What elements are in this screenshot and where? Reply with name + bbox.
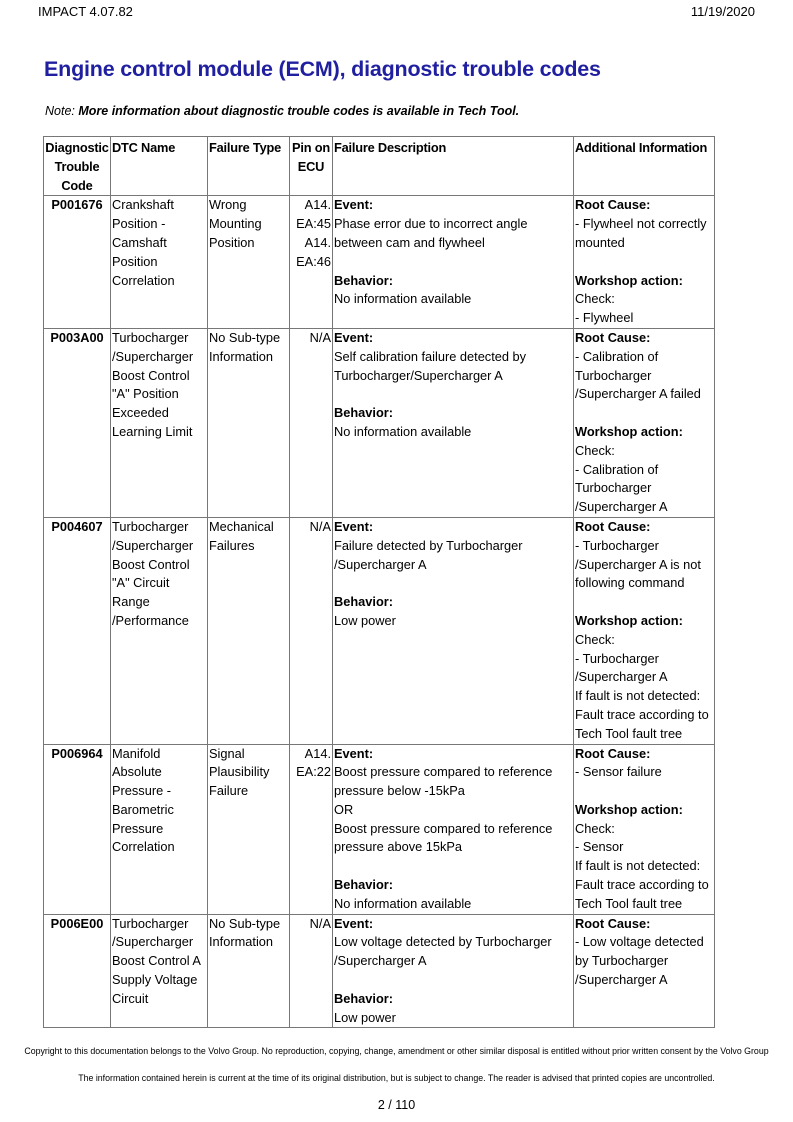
pin-line: A14. xyxy=(304,234,331,250)
workshop-text: - Calibration of Turbocharger /Supercharger A xyxy=(575,461,668,515)
event-text: Boost pressure compared to reference pressure above 15kPa xyxy=(334,820,553,855)
cell-code: P006964 xyxy=(44,744,111,914)
header-app-name: IMPACT 4.07.82 xyxy=(38,4,133,19)
col-header-code: Diagnostic Trouble Code xyxy=(44,137,111,196)
cell-pin xyxy=(290,517,333,744)
header-date: 11/19/2020 xyxy=(690,4,755,19)
spacer xyxy=(334,385,572,404)
cell-code: P004607 xyxy=(44,517,111,744)
workshop-label: Workshop action: xyxy=(575,612,683,628)
table-row xyxy=(44,517,715,744)
pin-line: EA:45 xyxy=(296,216,331,232)
root-cause-label: Root Cause: xyxy=(575,915,651,931)
event-text: Boost pressure compared to reference pressure below -15kPa xyxy=(334,764,553,799)
spacer xyxy=(575,253,713,272)
event-label: Event: xyxy=(334,518,374,534)
cell-code: P003A00 xyxy=(44,328,111,517)
cell-description xyxy=(333,196,574,329)
table-body xyxy=(44,196,715,1028)
workshop-label: Workshop action: xyxy=(575,272,683,288)
cell-additional-info xyxy=(574,914,715,1028)
page-number: 2 / 110 xyxy=(377,1098,416,1112)
workshop-text: Check: xyxy=(575,291,615,307)
col-header-info: Additional Information xyxy=(574,137,715,196)
workshop-text: If fault is not detected: Fault trace according to Tech Tool fault tree xyxy=(575,858,709,911)
pin-line: A14. xyxy=(304,197,331,213)
pin-line: N/A xyxy=(309,915,331,931)
cell-additional-info xyxy=(574,744,715,914)
cell-name: Crankshaft Position - Camshaft Position Correlation xyxy=(111,196,208,329)
col-header-name: DTC Name xyxy=(111,137,208,196)
event-label: Event: xyxy=(334,197,374,213)
col-header-desc: Failure Description xyxy=(333,137,574,196)
root-cause-text: - Calibration of Turbocharger /Supercharger A failed xyxy=(575,348,701,402)
root-cause-label: Root Cause: xyxy=(575,518,651,534)
cell-code: P006E00 xyxy=(44,914,111,1028)
behavior-label: Behavior: xyxy=(334,877,394,893)
spacer xyxy=(334,574,572,593)
cell-additional-info xyxy=(574,196,715,329)
root-cause-label: Root Cause: xyxy=(575,329,651,345)
event-text: Self calibration failure detected by Turbocharger/Supercharger A xyxy=(334,348,527,383)
cell-pin xyxy=(290,328,333,517)
event-label: Event: xyxy=(334,745,374,761)
root-cause-label: Root Cause: xyxy=(575,197,651,213)
event-text: OR xyxy=(334,801,354,817)
pin-line: EA:46 xyxy=(296,253,331,269)
cell-type: Mechanical Failures xyxy=(208,517,290,744)
behavior-text: Low power xyxy=(334,612,396,628)
root-cause-text: - Turbocharger /Supercharger A is not following command xyxy=(575,537,701,591)
workshop-text: Check: xyxy=(575,631,615,647)
workshop-text: - Flywheel xyxy=(575,310,634,326)
cell-type: Signal Plausibility Failure xyxy=(208,744,290,914)
event-label: Event: xyxy=(334,329,374,345)
note-prefix: Note: xyxy=(45,104,79,118)
cell-pin xyxy=(290,744,333,914)
root-cause-text: - Sensor failure xyxy=(575,764,662,780)
cell-pin xyxy=(290,914,333,1028)
behavior-text: No information available xyxy=(334,291,472,307)
cell-description xyxy=(333,914,574,1028)
spacer xyxy=(334,857,572,876)
note-text: More information about diagnostic trouble codes is available in Tech Tool. xyxy=(78,104,520,118)
cell-type: No Sub-type Information xyxy=(208,328,290,517)
cell-description xyxy=(333,328,574,517)
col-header-type: Failure Type xyxy=(208,137,290,196)
cell-type: No Sub-type Information xyxy=(208,914,290,1028)
event-text: Low voltage detected by Turbocharger /Supercharger A xyxy=(334,934,552,969)
pin-line: N/A xyxy=(309,329,331,345)
dtc-table xyxy=(43,136,715,1028)
cell-code: P001676 xyxy=(44,196,111,329)
table-row xyxy=(44,914,715,1028)
behavior-label: Behavior: xyxy=(334,272,394,288)
table-row xyxy=(44,744,715,914)
workshop-text: - Sensor xyxy=(575,839,624,855)
spacer xyxy=(334,971,572,990)
cell-type: Wrong Mounting Position xyxy=(208,196,290,329)
behavior-text: Low power xyxy=(334,1009,396,1025)
behavior-text: No information available xyxy=(334,423,472,439)
cell-pin xyxy=(290,196,333,329)
col-header-pin: Pin on ECU xyxy=(290,137,333,196)
cell-name: Turbocharger /Supercharger Boost Control "A" Circuit Range /Performance xyxy=(111,517,208,744)
table-row xyxy=(44,328,715,517)
footer-copyright: Copyright to this documentation belongs to the Volvo Group. No reproduction, copying, change, amendment or other similar disposal is entitled without prior written consent by the Volvo Group xyxy=(24,1046,769,1056)
behavior-label: Behavior: xyxy=(334,405,394,421)
workshop-text: Check: xyxy=(575,442,615,458)
behavior-label: Behavior: xyxy=(334,990,394,1006)
root-cause-text: - Flywheel not correctly mounted xyxy=(575,216,707,250)
spacer xyxy=(575,782,713,801)
workshop-text: Check: xyxy=(575,820,615,836)
spacer xyxy=(334,253,572,272)
event-text: Failure detected by Turbocharger /Supercharger A xyxy=(334,537,523,572)
behavior-label: Behavior: xyxy=(334,594,394,610)
table-row xyxy=(44,196,715,329)
table-header-row xyxy=(44,137,715,196)
workshop-label: Workshop action: xyxy=(575,423,683,439)
event-label: Event: xyxy=(334,915,374,931)
cell-additional-info xyxy=(574,517,715,744)
pin-line: EA:22 xyxy=(296,764,331,780)
spacer xyxy=(575,593,713,612)
cell-name: Turbocharger /Supercharger Boost Control "A" Position Exceeded Learning Limit xyxy=(111,328,208,517)
cell-name: Turbocharger /Supercharger Boost Control A Supply Voltage Circuit xyxy=(111,914,208,1028)
pin-line: A14. xyxy=(304,745,331,761)
cell-description xyxy=(333,517,574,744)
workshop-text: If fault is not detected: Fault trace according to Tech Tool fault tree xyxy=(575,688,709,741)
event-text: Phase error due to incorrect angle between cam and flywheel xyxy=(334,216,528,250)
root-cause-text: - Low voltage detected by Turbocharger /Supercharger A xyxy=(575,934,704,988)
cell-additional-info xyxy=(574,328,715,517)
page-title: Engine control module (ECM), diagnostic trouble codes xyxy=(44,57,601,81)
behavior-text: No information available xyxy=(334,895,472,911)
cell-description xyxy=(333,744,574,914)
cell-name: Manifold Absolute Pressure - Barometric Pressure Correlation xyxy=(111,744,208,914)
workshop-label: Workshop action: xyxy=(575,801,683,817)
pin-line: N/A xyxy=(309,518,331,534)
workshop-text: - Turbocharger /Supercharger A xyxy=(575,650,668,685)
spacer xyxy=(575,404,713,423)
footer-disclaimer: The information contained herein is current at the time of its original distribution, but is subject to change. The reader is advised that printed copies are uncontrolled. xyxy=(78,1073,715,1083)
root-cause-label: Root Cause: xyxy=(575,745,651,761)
